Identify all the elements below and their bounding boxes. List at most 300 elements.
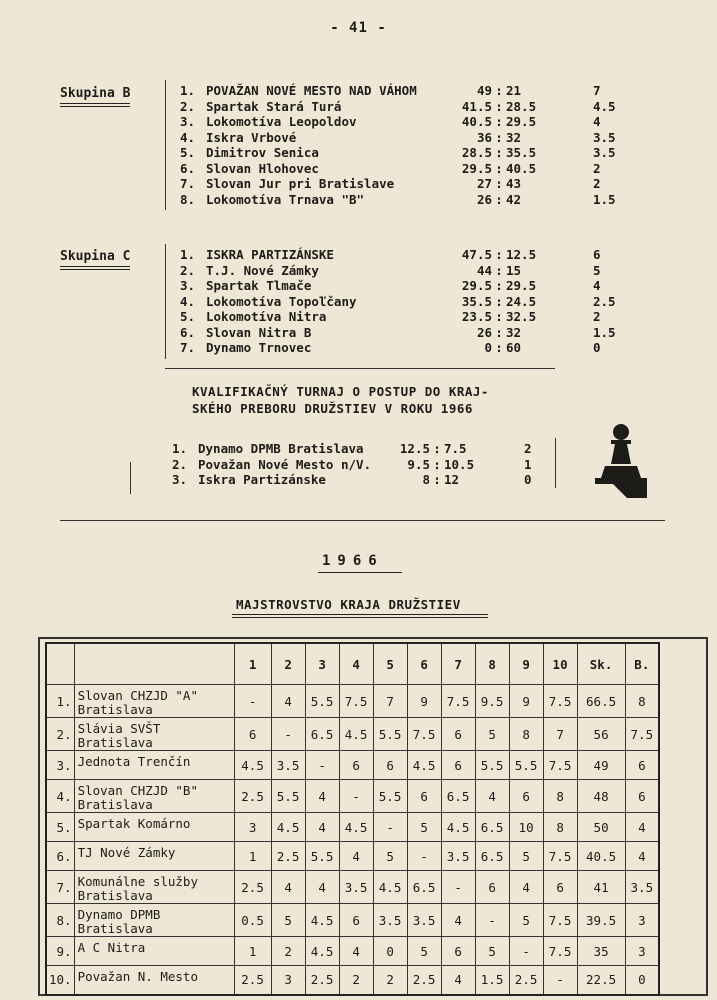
rank: 2. xyxy=(180,98,196,114)
score-cell: 7.5 xyxy=(625,718,659,751)
rank: 2. xyxy=(180,262,196,278)
header-col: Sk. xyxy=(577,643,625,685)
score-cell: 4 xyxy=(271,871,305,904)
team-name-line: Bratislava xyxy=(77,735,153,750)
score-cell: 3 xyxy=(625,904,659,937)
score-cell: 6 xyxy=(234,718,271,751)
score-cell: 10 xyxy=(509,813,543,842)
group-c-label-text: Skupina C xyxy=(60,249,131,264)
row-rank: 10. xyxy=(46,966,74,995)
row-rank: 7. xyxy=(46,871,74,904)
score-cell: 8 xyxy=(543,780,577,813)
points: 2.5 xyxy=(593,293,616,309)
team-name: Slovan Hlohovec xyxy=(206,160,319,176)
table-row xyxy=(46,780,659,813)
group-b-standings xyxy=(180,83,630,207)
rank: 1. xyxy=(180,83,196,98)
score-cell: 1 xyxy=(234,937,271,966)
score-cell: 6 xyxy=(509,780,543,813)
team-name: Slovan Jur pri Bratislave xyxy=(206,176,395,191)
score-cell: 39.5 xyxy=(577,904,625,937)
score-cell: 4.5 xyxy=(271,813,305,842)
team-name-line: Slovan CHZJD "B" xyxy=(77,783,198,798)
standings-row xyxy=(180,161,630,177)
rank: 8. xyxy=(180,191,196,207)
score-cell: 9.5 xyxy=(475,685,509,718)
standings-row xyxy=(180,130,630,146)
header-col: 6 xyxy=(407,643,441,685)
standings-row xyxy=(172,441,552,457)
score-cell: 0 xyxy=(373,937,407,966)
score-separator: : xyxy=(495,176,503,191)
score-cell: 4 xyxy=(475,780,509,813)
score-against: 32 xyxy=(506,324,522,340)
team-name-line: Slovan CHZJD "A" xyxy=(77,688,198,703)
score-cell: 50 xyxy=(577,813,625,842)
score-cell: 5.5 xyxy=(373,718,407,751)
score-cell: 40.5 xyxy=(577,842,625,871)
score-cell: 3.5 xyxy=(271,751,305,780)
score-cell: 6.5 xyxy=(305,718,339,751)
table-header-row xyxy=(46,643,659,685)
table-row xyxy=(46,871,659,904)
points: 1.5 xyxy=(593,191,616,207)
score-against: 12.5 xyxy=(506,247,537,262)
score-separator: : xyxy=(495,262,503,278)
table-row xyxy=(46,685,659,718)
header-rank xyxy=(46,643,74,685)
team-name-line: Bratislava xyxy=(77,702,153,717)
separator-line xyxy=(165,368,555,369)
championship-underline xyxy=(232,617,488,618)
rank: 3. xyxy=(180,114,196,129)
score-against: 42 xyxy=(506,191,522,207)
underline xyxy=(60,269,130,270)
qualifier-title xyxy=(192,383,489,417)
group-b-label-text: Skupina B xyxy=(60,86,131,101)
score-cell: 4 xyxy=(441,904,475,937)
score-cell: 2.5 xyxy=(509,966,543,995)
score-cell: 3.5 xyxy=(373,904,407,937)
table-row xyxy=(46,842,659,871)
score-separator: : xyxy=(433,456,441,472)
row-team xyxy=(74,751,234,780)
score-cell: 3 xyxy=(234,813,271,842)
score-cell: 6 xyxy=(475,871,509,904)
score-cell: 4.5 xyxy=(373,871,407,904)
row-team xyxy=(74,842,234,871)
team-name: Lokomotíva Trnava "B" xyxy=(206,191,365,207)
score-cell: 1 xyxy=(234,842,271,871)
score-cell: 2.5 xyxy=(234,780,271,813)
score-cell: 41 xyxy=(577,871,625,904)
score-cell: 6 xyxy=(407,780,441,813)
score-cell: 5.5 xyxy=(475,751,509,780)
score-cell: 4.5 xyxy=(407,751,441,780)
score-cell: - xyxy=(509,937,543,966)
score-for: 29.5 xyxy=(461,278,492,293)
row-team xyxy=(74,937,234,966)
score-cell: - xyxy=(305,751,339,780)
score-cell: 4 xyxy=(339,842,373,871)
score-separator: : xyxy=(495,160,503,176)
table-row xyxy=(46,966,659,995)
score-cell: - xyxy=(441,871,475,904)
score-separator: : xyxy=(495,191,503,207)
score-against: 12 xyxy=(444,472,460,487)
points: 6 xyxy=(593,247,601,262)
section-divider xyxy=(60,520,665,521)
score-cell: 6 xyxy=(339,904,373,937)
score-for: 8 xyxy=(422,472,430,487)
header-col: 2 xyxy=(271,643,305,685)
score-cell: 66.5 xyxy=(577,685,625,718)
rank: 4. xyxy=(180,129,196,145)
score-cell: 48 xyxy=(577,780,625,813)
row-rank: 6. xyxy=(46,842,74,871)
standings-row xyxy=(180,99,630,115)
score-for: 0 xyxy=(484,340,492,355)
score-for: 27 xyxy=(476,176,492,191)
score-cell: 8 xyxy=(509,718,543,751)
score-cell: 6 xyxy=(441,718,475,751)
score-cell: - xyxy=(475,904,509,937)
score-cell: 4 xyxy=(339,937,373,966)
points: 5 xyxy=(593,262,601,278)
team-name: Dynamo Trnovec xyxy=(206,340,312,355)
standings-row xyxy=(180,340,630,356)
championship-underline xyxy=(232,614,488,615)
score-for: 47.5 xyxy=(461,247,492,262)
table-row xyxy=(46,751,659,780)
points: 3.5 xyxy=(593,129,616,145)
team-name-line: Spartak Komárno xyxy=(77,816,191,831)
points: 7 xyxy=(593,83,601,98)
team-name: Iskra Partizánske xyxy=(198,472,326,487)
row-rank: 8. xyxy=(46,904,74,937)
score-cell: 6.5 xyxy=(407,871,441,904)
rank: 5. xyxy=(180,309,196,324)
score-separator: : xyxy=(495,129,503,145)
team-name: Slovan Nitra B xyxy=(206,324,312,340)
row-team xyxy=(74,813,234,842)
team-name-line: Bratislava xyxy=(77,888,153,903)
standings-row xyxy=(180,294,630,310)
score-cell: 0.5 xyxy=(234,904,271,937)
standings-row xyxy=(180,192,630,208)
score-cell: 7.5 xyxy=(339,685,373,718)
rank: 3. xyxy=(180,278,196,293)
standings-row xyxy=(180,263,630,279)
score-for: 36 xyxy=(476,129,492,145)
table-row xyxy=(46,813,659,842)
score-against: 60 xyxy=(506,340,522,355)
team-name-line: Považan N. Mesto xyxy=(77,969,198,984)
points: 0 xyxy=(524,472,532,487)
championship-title: MAJSTROVSTVO KRAJA DRUŽSTIEV xyxy=(236,597,461,612)
header-col: 8 xyxy=(475,643,509,685)
score-cell: 35 xyxy=(577,937,625,966)
row-team xyxy=(74,966,234,995)
score-cell: 2 xyxy=(339,966,373,995)
score-cell: 56 xyxy=(577,718,625,751)
row-rank: 1. xyxy=(46,685,74,718)
score-cell: 4 xyxy=(509,871,543,904)
team-name: POVAŽAN NOVÉ MESTO NAD VÁHOM xyxy=(206,83,417,98)
score-cell: - xyxy=(407,842,441,871)
underline xyxy=(60,106,130,107)
score-separator: : xyxy=(495,324,503,340)
score-cell: 4 xyxy=(305,813,339,842)
score-cell: 1.5 xyxy=(475,966,509,995)
rank: 3. xyxy=(172,472,188,487)
qualifier-title-line1: KVALIFIKAČNÝ TURNAJ O POSTUP DO KRAJ- xyxy=(192,384,489,399)
score-for: 29.5 xyxy=(461,160,492,176)
row-rank: 5. xyxy=(46,813,74,842)
underline xyxy=(60,103,130,104)
score-against: 43 xyxy=(506,176,522,191)
score-cell: 3.5 xyxy=(339,871,373,904)
row-rank: 9. xyxy=(46,937,74,966)
score-separator: : xyxy=(495,145,503,160)
points: 1 xyxy=(524,456,532,472)
score-cell: 5.5 xyxy=(509,751,543,780)
row-team xyxy=(74,685,234,718)
score-against: 35.5 xyxy=(506,145,537,160)
rank: 6. xyxy=(180,324,196,340)
row-team xyxy=(74,871,234,904)
team-name-line: Slávia SVŠT xyxy=(77,721,161,736)
score-cell: 5.5 xyxy=(271,780,305,813)
rank: 1. xyxy=(180,247,196,262)
score-against: 29.5 xyxy=(506,278,537,293)
score-cell: 2 xyxy=(373,966,407,995)
header-team xyxy=(74,643,234,685)
points: 2 xyxy=(593,176,601,191)
score-cell: 7.5 xyxy=(543,751,577,780)
standings-row xyxy=(180,176,630,192)
score-cell: 4 xyxy=(271,685,305,718)
team-name-line: Jednota Trenčín xyxy=(77,754,191,769)
crosstable xyxy=(45,642,660,996)
score-for: 40.5 xyxy=(461,114,492,129)
score-cell: 2.5 xyxy=(305,966,339,995)
team-name-line: TJ Nové Zámky xyxy=(77,845,176,860)
header-col: 4 xyxy=(339,643,373,685)
score-cell: 8 xyxy=(625,685,659,718)
team-name-line: Komunálne služby xyxy=(77,874,198,889)
score-separator: : xyxy=(495,114,503,129)
rank: 7. xyxy=(180,340,196,355)
rank: 6. xyxy=(180,160,196,176)
team-name-line: Bratislava xyxy=(77,921,153,936)
score-cell: 7.5 xyxy=(441,685,475,718)
score-cell: 5 xyxy=(509,904,543,937)
score-for: 26 xyxy=(476,191,492,207)
score-cell: 5 xyxy=(271,904,305,937)
points: 4 xyxy=(593,114,601,129)
standings-row xyxy=(180,114,630,130)
score-cell: 7.5 xyxy=(543,842,577,871)
score-cell: 9 xyxy=(407,685,441,718)
team-name: Spartak Stará Turá xyxy=(206,98,342,114)
score-cell: 0 xyxy=(625,966,659,995)
score-cell: 5 xyxy=(373,842,407,871)
score-separator: : xyxy=(495,98,503,114)
standings-row xyxy=(180,83,630,99)
score-cell: 5.5 xyxy=(373,780,407,813)
score-separator: : xyxy=(495,309,503,324)
row-rank: 3. xyxy=(46,751,74,780)
score-cell: 6 xyxy=(625,780,659,813)
score-against: 32.5 xyxy=(506,309,537,324)
row-rank: 2. xyxy=(46,718,74,751)
score-against: 40.5 xyxy=(506,160,537,176)
bracket-line xyxy=(130,462,131,494)
score-separator: : xyxy=(433,472,441,487)
score-cell: 2.5 xyxy=(234,966,271,995)
score-cell: 7.5 xyxy=(407,718,441,751)
bracket-line xyxy=(165,80,166,210)
score-cell: 4.5 xyxy=(305,904,339,937)
team-name: Lokomotíva Topoľčany xyxy=(206,293,357,309)
standings-row xyxy=(172,472,552,488)
group-c-label xyxy=(60,249,130,264)
score-cell: 49 xyxy=(577,751,625,780)
row-team xyxy=(74,718,234,751)
score-cell: 7.5 xyxy=(543,904,577,937)
score-cell: 4 xyxy=(305,780,339,813)
header-col: 9 xyxy=(509,643,543,685)
score-against: 7.5 xyxy=(444,441,467,456)
score-cell: 4.5 xyxy=(234,751,271,780)
score-separator: : xyxy=(495,278,503,293)
score-cell: 7.5 xyxy=(543,937,577,966)
row-rank: 4. xyxy=(46,780,74,813)
score-cell: 4 xyxy=(305,871,339,904)
score-cell: 6 xyxy=(543,871,577,904)
score-separator: : xyxy=(495,83,503,98)
score-cell: 22.5 xyxy=(577,966,625,995)
score-cell: 6 xyxy=(373,751,407,780)
standings-row xyxy=(180,247,630,263)
points: 0 xyxy=(593,340,601,355)
points: 2 xyxy=(593,309,601,324)
row-team xyxy=(74,904,234,937)
rank: 2. xyxy=(172,456,188,472)
year-underline xyxy=(318,572,402,573)
score-cell: 3.5 xyxy=(441,842,475,871)
score-cell: - xyxy=(543,966,577,995)
header-col: 1 xyxy=(234,643,271,685)
score-cell: 5 xyxy=(407,937,441,966)
team-name: Iskra Vrbové xyxy=(206,129,297,145)
underline xyxy=(60,266,130,267)
standings-row xyxy=(180,145,630,161)
score-for: 44 xyxy=(476,262,492,278)
team-name: Považan Nové Mesto n/V. xyxy=(198,456,372,472)
score-cell: 6 xyxy=(339,751,373,780)
points: 4 xyxy=(593,278,601,293)
rank: 5. xyxy=(180,145,196,160)
score-for: 9.5 xyxy=(407,456,430,472)
score-cell: 7.5 xyxy=(543,685,577,718)
score-against: 15 xyxy=(506,262,522,278)
score-cell: 6 xyxy=(441,751,475,780)
qualifier-standings xyxy=(172,441,552,488)
score-cell: 6.5 xyxy=(475,813,509,842)
score-cell: 4 xyxy=(441,966,475,995)
team-name: T.J. Nové Zámky xyxy=(206,262,319,278)
score-cell: 6.5 xyxy=(441,780,475,813)
points: 1.5 xyxy=(593,324,616,340)
standings-row xyxy=(172,457,552,473)
rank: 7. xyxy=(180,176,196,191)
score-cell: 2.5 xyxy=(407,966,441,995)
score-against: 24.5 xyxy=(506,293,537,309)
score-cell: 4.5 xyxy=(339,813,373,842)
score-cell: 2.5 xyxy=(234,871,271,904)
score-cell: 2.5 xyxy=(271,842,305,871)
score-for: 28.5 xyxy=(461,145,492,160)
bracket-line xyxy=(165,244,166,359)
score-cell: 4 xyxy=(625,842,659,871)
team-name: Lokomotíva Nitra xyxy=(206,309,327,324)
score-for: 12.5 xyxy=(399,441,430,456)
points: 3.5 xyxy=(593,145,616,160)
score-separator: : xyxy=(495,340,503,355)
score-cell: - xyxy=(339,780,373,813)
score-separator: : xyxy=(495,247,503,262)
score-cell: 4.5 xyxy=(305,937,339,966)
score-cell: 4 xyxy=(625,813,659,842)
score-for: 49 xyxy=(476,83,492,98)
group-b-label xyxy=(60,86,130,101)
score-cell: 6 xyxy=(441,937,475,966)
score-cell: 4.5 xyxy=(441,813,475,842)
score-separator: : xyxy=(433,441,441,456)
score-cell: 3.5 xyxy=(625,871,659,904)
score-cell: 3 xyxy=(271,966,305,995)
score-cell: 5 xyxy=(407,813,441,842)
score-cell: 5 xyxy=(475,937,509,966)
score-for: 35.5 xyxy=(461,293,492,309)
score-against: 21 xyxy=(506,83,522,98)
score-against: 29.5 xyxy=(506,114,537,129)
standings-row xyxy=(180,278,630,294)
page-number: - 41 - xyxy=(330,20,387,36)
standings-row xyxy=(180,309,630,325)
group-c-standings xyxy=(180,247,630,356)
score-for: 26 xyxy=(476,324,492,340)
score-cell: 7 xyxy=(543,718,577,751)
score-cell: 9 xyxy=(509,685,543,718)
score-cell: - xyxy=(373,813,407,842)
header-col: B. xyxy=(625,643,659,685)
team-name-line: Dynamo DPMB xyxy=(77,907,161,922)
score-cell: 3.5 xyxy=(407,904,441,937)
score-against: 32 xyxy=(506,129,522,145)
rank: 4. xyxy=(180,293,196,309)
score-cell: 6 xyxy=(625,751,659,780)
header-col: 10 xyxy=(543,643,577,685)
score-cell: 5 xyxy=(475,718,509,751)
rank: 1. xyxy=(172,441,188,456)
score-against: 28.5 xyxy=(506,98,537,114)
qualifier-title-line2: SKÉHO PREBORU DRUŽSTIEV V ROKU 1966 xyxy=(192,401,473,416)
points: 2 xyxy=(524,441,532,456)
table-row xyxy=(46,937,659,966)
